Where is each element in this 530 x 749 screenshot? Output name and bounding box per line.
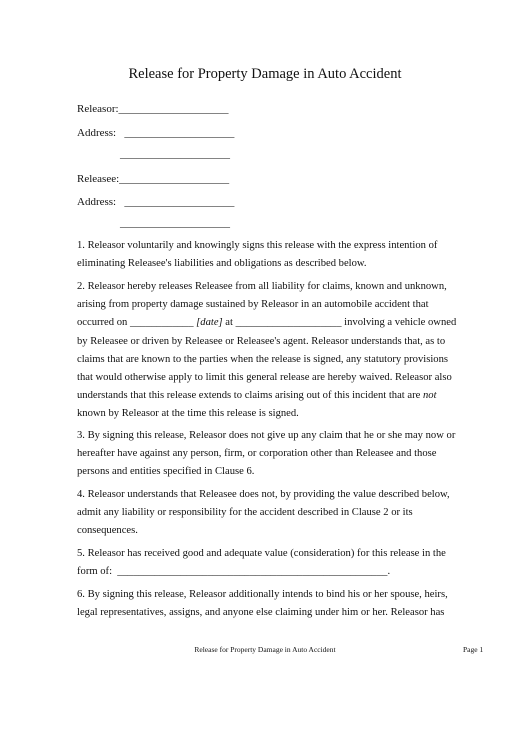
date-placeholder: [date]: [196, 317, 223, 329]
clause-2-date-prefix: occurred on ____________: [77, 317, 197, 329]
clause-2-line: [77, 387, 457, 405]
clause-2-line: [77, 314, 457, 332]
clause-4: [77, 486, 457, 541]
clause-4-line: 4. Releasor understands that Releasee does not, by providing the value described below,: [77, 489, 450, 500]
clause-1-line: 1. Releasor voluntarily and knowingly signs this release with the express intention of: [77, 240, 438, 251]
clause-2: [77, 278, 457, 424]
releasee-address-field: Address: ____________________: [77, 196, 235, 208]
clause-6: [77, 586, 457, 622]
document-title: Release for Property Damage in Auto Accident: [128, 66, 402, 82]
releasor-field: Releasor:____________________: [77, 103, 229, 115]
clause-6-line: 6. By signing this release, Releasor additionally intends to bind his or her spouse, heirs,: [77, 589, 448, 600]
clause-2-line: that would otherwise apply to limit this general release are hereby waived. Releasor also: [77, 372, 452, 384]
clause-5-line: form of: ___________________________________________________.: [77, 566, 391, 578]
clause-2-line: known by Releasor at the time this release is signed.: [77, 408, 299, 420]
releasee-field: Releasee:____________________: [77, 173, 230, 185]
emphasis-not: not: [422, 390, 437, 402]
clause-2-location-suffix: at ____________________ involving a vehicle owned: [222, 317, 457, 329]
clause-4-line: admit any liability or responsibility for the accident described in Clause 2 or its: [77, 507, 413, 519]
footer-title: Release for Property Damage in Auto Accident: [194, 645, 336, 654]
clause-3-line: persons and entities specified in Clause 6.: [77, 466, 255, 478]
clause-2-line: claims that are known to the parties when the release is signed, any statutory provisions: [77, 353, 448, 365]
clause-2-line: 2. Releasor hereby releases Releasee from all liability for claims, known and unknown,: [77, 281, 447, 292]
clause-5-line: 5. Releasor has received good and adequate value (consideration) for this release in the: [77, 548, 446, 559]
clause-2-line: arising from property damage sustained by Releasor in an automobile accident that: [77, 299, 429, 311]
clause-2-line7-text: understands that this release extends to claims arising out of this incident that are: [77, 390, 423, 402]
page-number: Page 1: [463, 645, 484, 654]
clause-1-line: eliminating Releasee's liabilities and obligations as described below.: [77, 258, 367, 270]
clause-3: [77, 427, 457, 482]
clause-1: [77, 237, 457, 273]
releasor-address-field: Address: ____________________: [77, 127, 235, 139]
clause-2-line: by Releasee or driven by Releasee or Releasee's agent. Releasor understands that, as to: [77, 335, 446, 347]
clause-4-line: consequences.: [77, 525, 138, 537]
clause-6-line: legal representatives, assigns, and anyone else claiming under him or her. Releasor has: [77, 607, 445, 619]
clause-5: [77, 545, 457, 581]
releasee-address-line2: ____________________: [120, 217, 230, 229]
releasor-address-line2: ____________________: [120, 148, 230, 160]
clause-3-line: 3. By signing this release, Releasor does not give up any claim that he or she may now or: [77, 430, 456, 441]
clause-3-line: hereafter have against any person, firm, or corporation other than Releasee and those: [77, 448, 437, 460]
